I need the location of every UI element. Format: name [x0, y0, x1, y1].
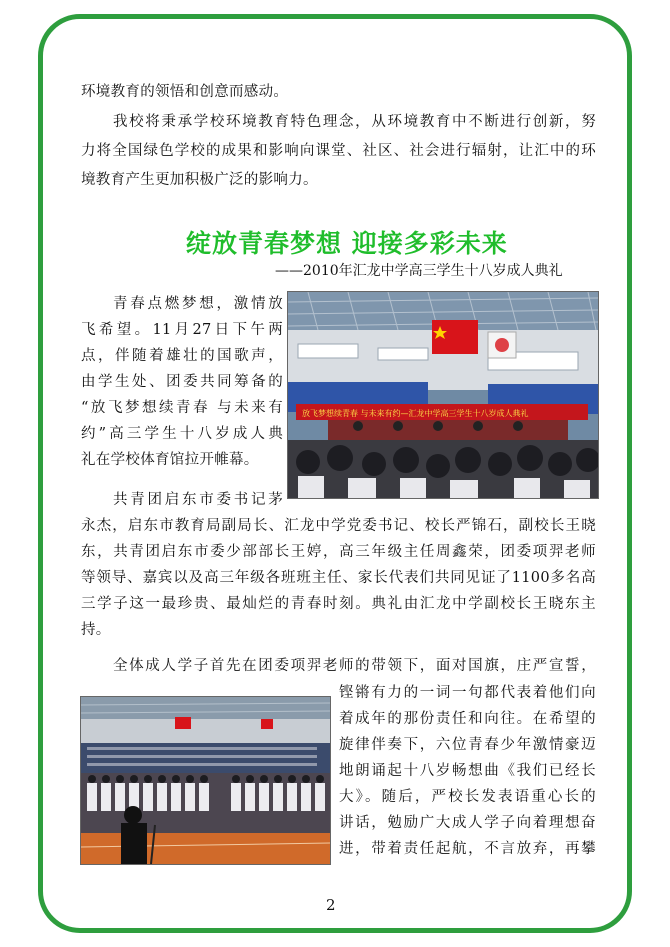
ceremony-stage-illustration [288, 292, 598, 498]
para2-line-6: 持。 [81, 622, 111, 638]
ceremony-stage-photo [287, 291, 599, 499]
para1-line-6: 约”高三学生十八岁成人典 [81, 426, 283, 442]
para2-line-4: 等领导、嘉宾以及高三年级各班班主任、家长代表们共同见证了1100多名高 [81, 570, 596, 586]
para3-line-2: 铿锵有力的一词一句都代表着他们向 [339, 685, 596, 701]
para1-line-3: 点，伴随着雄壮的国歌声， [81, 348, 283, 364]
para3-line-7: 讲话，勉励广大成人学子向着理想奋 [339, 815, 596, 831]
intro-line-2: 我校将秉承学校环境教育特色理念，从环境教育中不断进行创新，努 [113, 114, 596, 130]
para2-line-2: 永杰，启东市教育局副局长、汇龙中学党委书记、校长严锦石，副校长王晓 [81, 518, 596, 534]
para2-line-1: 共青团启东市委书记茅 [113, 492, 283, 508]
para3-line-3: 着成年的那份责任和向往。在希望的 [339, 711, 596, 727]
section-subtitle: ——2010年汇龙中学高三学生十八岁成人典礼 [275, 263, 563, 279]
para3-line-6: 大》。随后，严校长发表语重心长的 [339, 789, 596, 805]
para3-line-8: 进，带着责任起航，不言放弃，再攀 [339, 841, 596, 857]
para2-line-3: 东，共青团启东市委少部部长王婷，高三年级主任周鑫荣，团委项羿老师 [81, 544, 596, 560]
intro-line-1: 环境教育的领悟和创意而感动。 [81, 84, 289, 100]
para1-line-1: 青春点燃梦想，激情放 [113, 296, 283, 312]
para1-line-4: 由学生处、团委共同筹备的 [81, 374, 283, 390]
para3-line-5: 地朗诵起十八岁畅想曲《我们已经长 [339, 763, 596, 779]
intro-line-4: 境教育产生更加积极广泛的影响力。 [81, 172, 318, 188]
para1-line-5: “放飞梦想续青春 与未来有 [81, 400, 283, 416]
stage-banner-text: 放飞梦想续青春 与未来有约—汇龙中学高三学生十八岁成人典礼 [302, 409, 529, 418]
intro-line-3: 力将全国绿色学校的成果和影响向课堂、社区、社会进行辐射，让汇中的环 [81, 143, 596, 159]
para1-line-7: 礼在学校体育馆拉开帷幕。 [81, 452, 259, 468]
students-assembly-photo [80, 696, 331, 865]
section-title: 绽放青春梦想 迎接多彩未来 [186, 229, 508, 258]
students-assembly-illustration [81, 697, 330, 864]
para3-line-1: 全体成人学子首先在团委项羿老师的带领下，面对国旗，庄严宣誓， [113, 658, 596, 674]
page-number: 2 [326, 896, 336, 914]
para1-line-2: 飞希望。11月27日下午两 [81, 322, 283, 338]
para3-line-4: 旋律伴奏下，六位青春少年激情豪迈 [339, 737, 596, 753]
para2-line-5: 三学子这一最珍贵、最灿烂的青春时刻。典礼由汇龙中学副校长王晓东主 [81, 596, 596, 612]
